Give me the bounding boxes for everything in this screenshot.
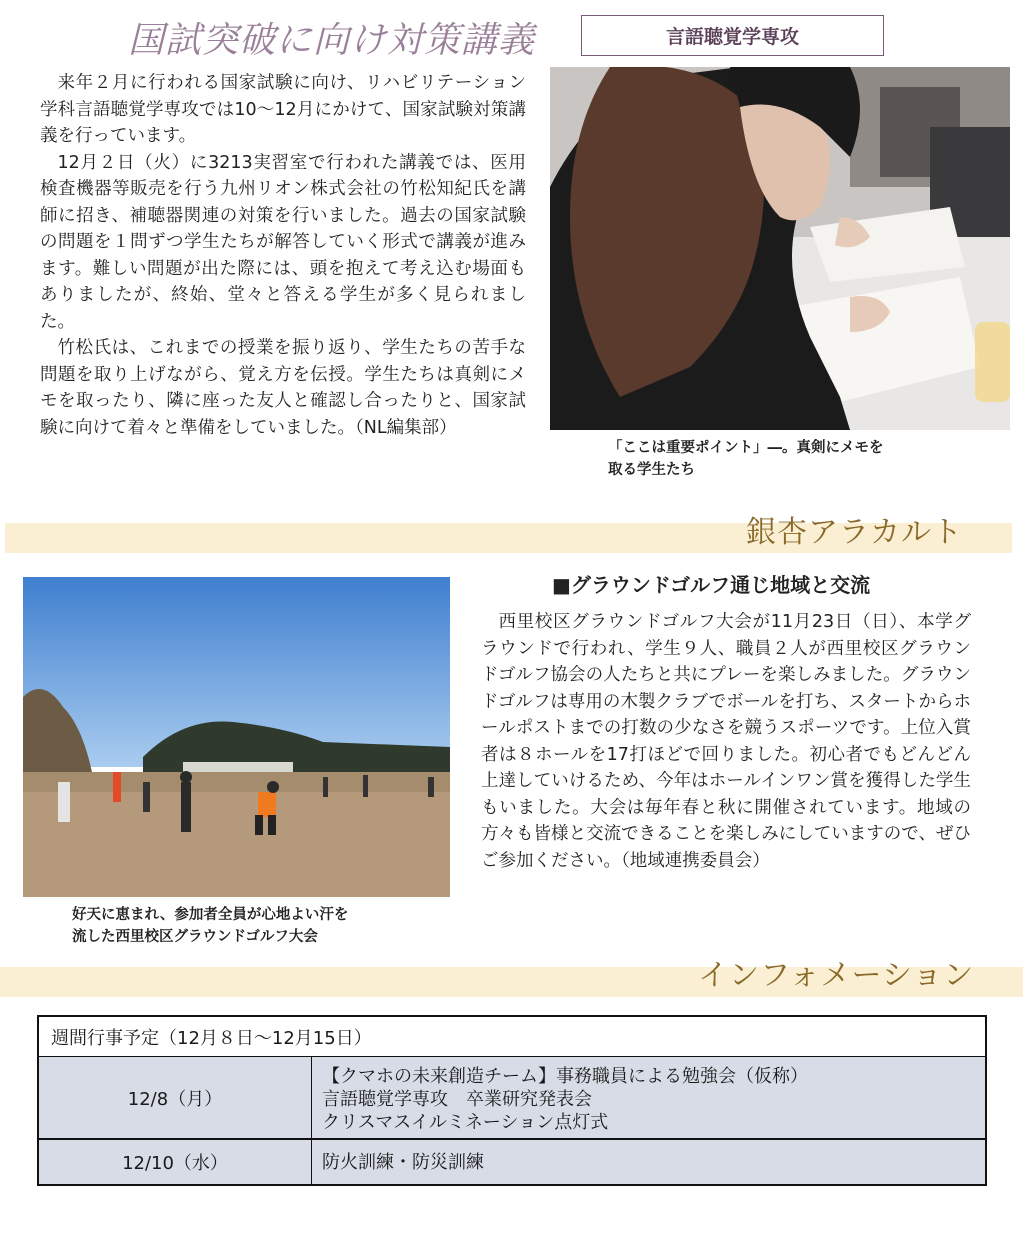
schedule-event: クリスマスイルミネーション点灯式 (322, 1112, 609, 1133)
caption-line: 流した西里校区グラウンドゴルフ大会 (72, 929, 318, 945)
schedule-event: 防火訓練・防災訓練 (322, 1151, 484, 1173)
schedule-event: 言語聴覚学専攻 卒業研究発表会 (322, 1089, 592, 1110)
article-title: 国試突破に向け対策講義 (128, 20, 536, 61)
article-paragraph: 来年２月に行われる国家試験に向け、リハビリテーション学科言語聴覚学専攻では10～12月にかけて、国家試験対策講義を行っています。 (40, 73, 526, 146)
article-paragraph: 竹松氏は、これまでの授業を振り返り、学生たちの苦手な問題を取り上げながら、覚え方を伝授。学生たちは真剣にメモを取ったり、隣に座った友人と確認し合ったりと、国家試験に向けて着々と準備をしていました。（NL編集部） (40, 338, 526, 438)
department-label: 言語聴覚学専攻 (581, 15, 884, 56)
caption-line: 取る学生たち (608, 462, 695, 478)
schedule-row (37, 1057, 987, 1140)
ground-golf-photo (23, 577, 450, 897)
students-taking-notes-photo (550, 67, 1010, 430)
article-paragraph: 西里校区グラウンドゴルフ大会が11月23日（日）、本学グラウンドで行われ、学生９人、職員２人が西里校区グラウンドゴルフ協会の人たちと共にプレーを楽しみました。グラウンドゴルフは専用の木製クラブでボールを打ち、スタートからホールポストまでの打数の少なさを競うスポーツです。上位入賞者は８ホールを17打ほどで回りました。初心者でもどんどん上達していけるため、今年はホールインワン賞を獲得した学生もいました。大会は毎年春と秋に開催されています。地域の方々も皆様と交流できることを楽しみにしていますので、ぜひご参加ください。（地域連携委員会） (481, 612, 971, 871)
schedule-date: 12/8（月） (39, 1057, 312, 1138)
article-body (40, 70, 526, 441)
section-title: インフォメーション (698, 958, 975, 993)
schedule-events (312, 1057, 985, 1138)
schedule-row (37, 1140, 987, 1186)
section-title: 銀杏アラカルト (746, 515, 963, 550)
schedule-header: 週間行事予定（12月８日～12月15日） (37, 1015, 987, 1057)
photo-caption (72, 904, 432, 948)
article-body (481, 609, 971, 874)
schedule-date: 12/10（水） (39, 1140, 312, 1184)
article-heading: ■グラウンドゴルフ通じ地域と交流 (552, 573, 871, 597)
article-paragraph: 12月２日（火）に3213実習室で行われた講義では、医用検査機器等販売を行う九州リオン株式会社の竹松知紀氏を講師に招き、補聴器関連の対策を行いました。過去の国家試験の問題を１問ずつ学生たちが解答していく形式で講義が進みます。難しい問題が出た際には、頭を抱えて考え込む場面もありましたが、終始、堂々と答える学生が多く見られました。 (40, 152, 526, 332)
caption-line: 好天に恵まれ、参加者全員が心地よい汗を (72, 907, 349, 923)
schedule-events (312, 1140, 985, 1184)
caption-line: 「ここは重要ポイント」―。真剣にメモを (608, 440, 884, 456)
schedule-event: 【クマホの未来創造チーム】事務職員による勉強会（仮称） (322, 1066, 808, 1087)
photo-caption (608, 437, 968, 481)
